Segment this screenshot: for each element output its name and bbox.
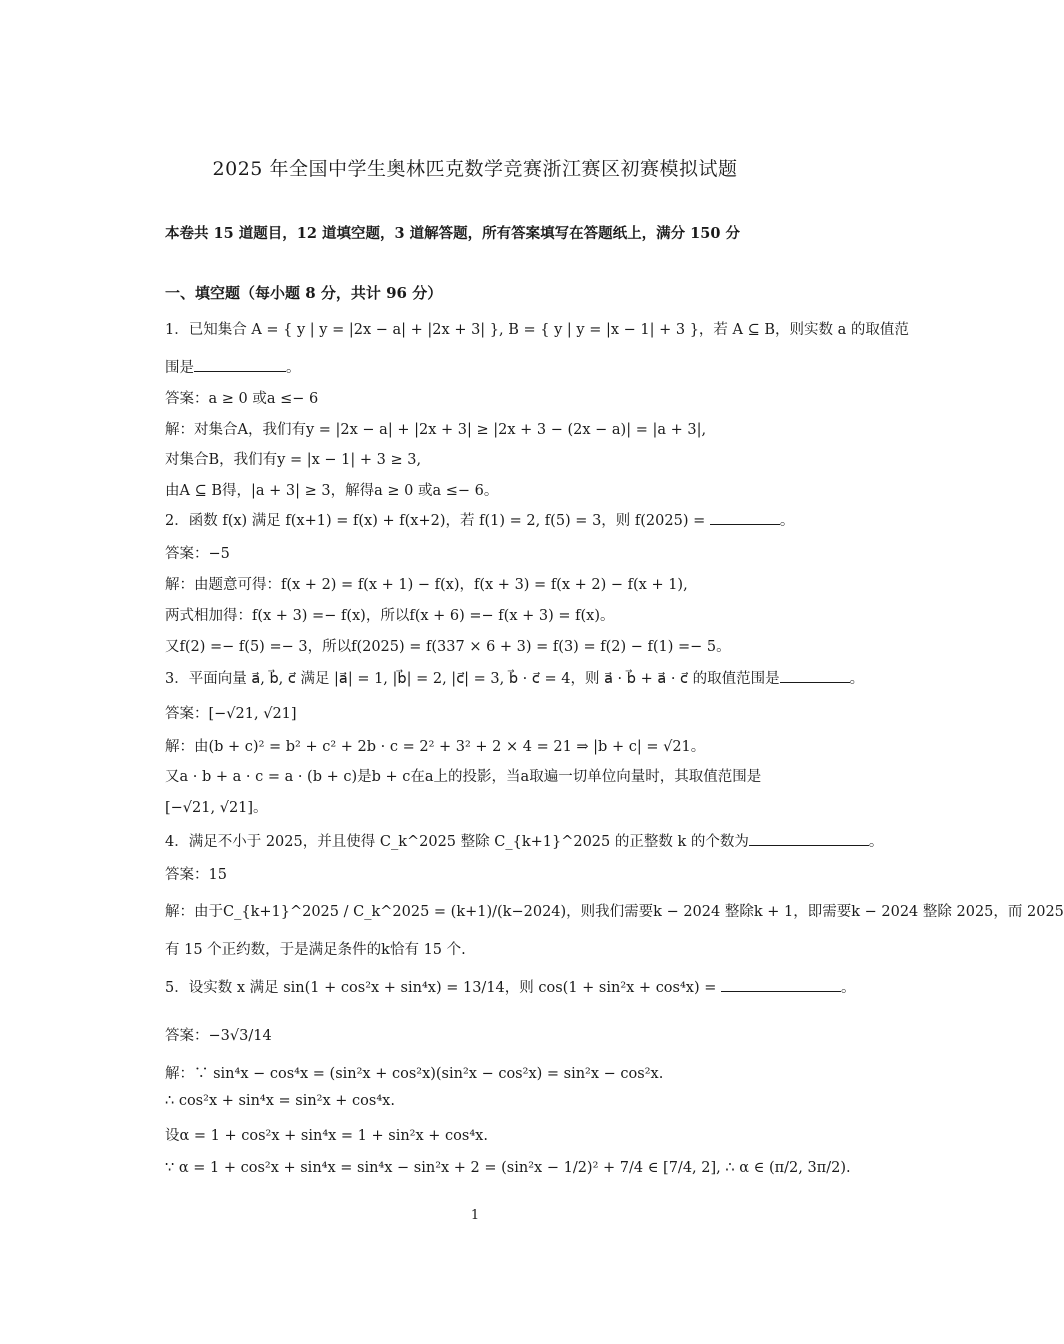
q4-stem: 4．满足不小于 2025，并且使得 C_k^2025 整除 C_{k+1}^2025 的正整数 k 的个数为 。 (165, 830, 785, 851)
page-title: 2025 年全国中学生奥林匹克数学竞赛浙江赛区初赛模拟试题 (212, 158, 738, 180)
q5-answer: 答案：−3√3/14 (165, 1028, 272, 1044)
q4-solution-line: 有 15 个正约数，于是满足条件的k恰有 15 个. (165, 942, 466, 958)
answer-blank (780, 668, 850, 683)
page-number: 1 (470, 1208, 480, 1223)
q2-stem: 2．函数 f(x) 满足 f(x+1) = f(x) + f(x+2)，若 f(1) = 2, f(5) = 3，则 f(2025) = 。 (165, 509, 785, 530)
q1-stem-cont: 围是 。 (165, 356, 785, 377)
q3-solution-line: 解：由(b + c)² = b² + c² + 2b · c = 2² + 3² + 2 × 4 = 21 ⇒ |b + c| = √21。 (165, 739, 706, 755)
q2-solution-line: 解：由题意可得：f(x + 2) = f(x + 1) − f(x)，f(x + 3) = f(x + 2) − f(x + 1), (165, 577, 688, 593)
q1-solution-line: 对集合B，我们有y = |x − 1| + 3 ≥ 3, (165, 452, 422, 468)
q2-solution-line: 又f(2) =− f(5) =− 3，所以f(2025) = f(337 × 6 + 3) = f(3) = f(2) − f(1) =− 5。 (165, 639, 731, 655)
q3-answer: 答案：[−√21, √21] (165, 706, 297, 722)
q1-stem: 1．已知集合 A = { y | y = |2x − a| + |2x + 3| }, B = { y | y = |x − 1| + 3 }，若 A ⊆ B，则实数 a 的取值范 (165, 322, 909, 338)
q1-solution-line: 由A ⊆ B得，|a + 3| ≥ 3，解得a ≥ 0 或a ≤− 6。 (165, 483, 499, 499)
exam-intro: 本卷共 15 道题目，12 道填空题，3 道解答题，所有答案填写在答题纸上，满分 150 分 (165, 225, 740, 242)
q3-solution-line: [−√21, √21]。 (165, 800, 268, 816)
q5-solution-line: ∴ cos²x + sin⁴x = sin²x + cos⁴x. (165, 1093, 395, 1109)
answer-blank (710, 510, 780, 525)
q3-stem: 3．平面向量 a⃗, b⃗, c⃗ 满足 |a⃗| = 1, |b⃗| = 2, |c⃗| = 3, b⃗ · c⃗ = 4，则 a⃗ · b⃗ + a⃗ · c⃗ 的取值范围是 。 (165, 667, 785, 688)
q1-solution-line: 解：对集合A，我们有y = |2x − a| + |2x + 3| ≥ |2x + 3 − (2x − a)| = |a + 3|, (165, 422, 707, 438)
q2-solution-line: 两式相加得：f(x + 3) =− f(x)，所以f(x + 6) =− f(x + 3) = f(x)。 (165, 608, 615, 624)
answer-blank (721, 977, 841, 992)
q5-solution-line: 设α = 1 + cos²x + sin⁴x = 1 + sin²x + cos⁴x. (165, 1128, 488, 1144)
q3-solution-line: 又a · b + a · c = a · (b + c)是b + c在a上的投影，当a取遍一切单位向量时，其取值范围是 (165, 769, 762, 785)
q5-solution-line: 解：∵ sin⁴x − cos⁴x = (sin²x + cos²x)(sin²x − cos²x) = sin²x − cos²x. (165, 1066, 664, 1082)
q2-answer: 答案：−5 (165, 546, 230, 562)
q4-answer: 答案：15 (165, 867, 227, 883)
q1-answer: 答案：a ≥ 0 或a ≤− 6 (165, 391, 319, 407)
q4-solution-line: 解：由于C_{k+1}^2025 / C_k^2025 = (k+1)/(k−2024)，则我们需要k − 2024 整除k + 1，即需要k − 2024 整除 2025，而 2025 (165, 904, 1064, 920)
section-title: 一、填空题（每小题 8 分，共计 96 分） (165, 284, 443, 302)
answer-blank (194, 357, 286, 372)
q5-solution-line: ∵ α = 1 + cos²x + sin⁴x = sin⁴x − sin²x + 2 = (sin²x − 1/2)² + 7/4 ∈ [7/4, 2], ∴ α ∈ (π/2, 3π/2). (165, 1160, 851, 1176)
q5-stem: 5．设实数 x 满足 sin(1 + cos²x + sin⁴x) = 13/14，则 cos(1 + sin²x + cos⁴x) = 。 (165, 976, 785, 997)
answer-blank (749, 831, 869, 846)
